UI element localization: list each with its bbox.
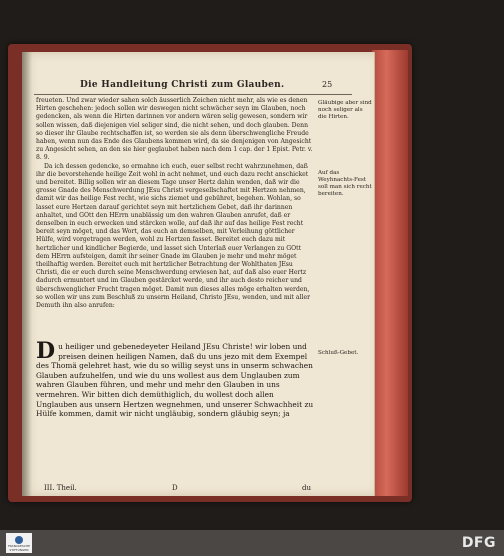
book-page [22,52,375,496]
margin-note: Schluß-Gebet. [318,350,359,356]
drop-cap: D [36,338,56,364]
viewer-footer-bar [0,530,504,556]
page-number: 25 [322,80,333,89]
prayer-text [36,338,314,419]
margin-note: Auf das Weyhnachts-Fest soll man sich recht bereiten. [318,170,372,197]
catchword: du [302,484,311,492]
header-rule [34,94,352,95]
spine-shadow [22,52,32,496]
logo-emblem-icon [15,536,23,544]
volume-label: III. Theil. [44,484,77,492]
signature-mark: D [172,484,178,492]
prayer-body: u heiliger und gebenedeyeter Heiland JEsu Christe! wir loben und preisen deinen heiligen Namen, daß du uns jezo mit dem Exempel des Thomä gelehret hast, wie du so willig seyst uns in unserm schwachen Glauben aufzuhelfen, und wie du uns wollest aus dem Unglauben zum wahren Glauben führen, und mehr und mehr den Glauben in uns vermehren. Wir bitten dich demüthiglich, du wollest doch allen Unglauben aus unsern Hertzen wegnehmen, und unserer Schwachheit zu Hülfe kommen, damit wir nicht ungläubig, sondern gläubig seyn; ja [36,342,314,419]
margin-note: Gläubige aber sind noch seliger als die Hirten. [318,100,372,120]
logo-text: FRANCKESCHE STIFTUNGEN [7,544,31,552]
body-text [36,97,314,310]
paragraph: Da ich dessen gedencke, so ermahne ich euch, euer selbst recht wahrzunehmen, daß ihr die bevorstehende heilige Zeit wohl in acht nehmet, und euch dazu recht anschicket und bereitet. Billig sollen wir an diesem Tage unser Hertz dahin wenden, daß wir die grosse Gnade des Menschwerdung JEsu Christi vergesellschaftet mit Hertzen nehmen, damit wir das heilige Fest recht, wie sichs ziemet und gebühret, begehen. Wohlan, so lasset eure Hertzen darauf gerichtet seyn mit hertzlichem Gebet, daß ihr darinnen anhaltet, und GOtt den HErrn unablässig um den wahren Glauben anrufet, daß er denselben in euch erwecken und stärcken wolle, auf daß ihr auf das heilige Fest recht bereit seyn möget, und das Wort, das euch an demselben, mit Verleihung göttlicher Hülfe, wird vorgetragen werden, wohl zu Hertzen fasset. Bereitet euch dazu mit hertzlicher und kindlicher Begierde, und lasset sich Unterlaß euer Verlangen zu GOtt dem HErrn aufsteigen, damit ihr seiner Gnade im Glauben je mehr und mehr möget theilhaftig werden. Bereitet euch mit hertzlicher Betrachtung der Wohlthaten JEsu Christi, die er euch durch seine Menschwerdung erwiesen hat, auf daß also euer Hertz dadurch ermuntert und im Glauben gestärcket werde, und ihr auch desto reicher und überschwenglicher Frucht tragen möget. Damit nun dieses alles möge erhalten werden, so wollen wir uns zum Beschluß zu unserm Heiland, Christo JEsu, wenden, und mit aller Demuth ihn also anrufen: [36,162,310,310]
institution-logo [6,533,32,553]
cover-edge [372,50,408,496]
running-title: Die Handleitung Christi zum Glauben. [80,80,285,90]
dfg-logo: DFG [461,535,496,551]
paragraph: freueten. Und zwar wieder sahen solch äusserlich Zeichen nicht mehr, als wie es denen Hirten geschehen: jedoch sollen wir deswegen nicht schwächer seyn im Glauben, noch gedencken, als wenn die Hirten darinnen vor andern wären selig gewesen, sondern wir sollen wissen, daß diejenigen viel seliger sind, die nicht sehen, und doch glauben. Denn so dieser ihr Glaube rechtschaffen ist, so werden sie als denn überschwengliche Freude haben, wenn nun das Ende des Glaubens kommen wird, da sie denjenigen von Angesicht zu Angesicht sehen, an den sie hier geglaubet haben nach dem 1 cap. der 1 Epist. Petr. v. 8. 9. [36,97,313,162]
